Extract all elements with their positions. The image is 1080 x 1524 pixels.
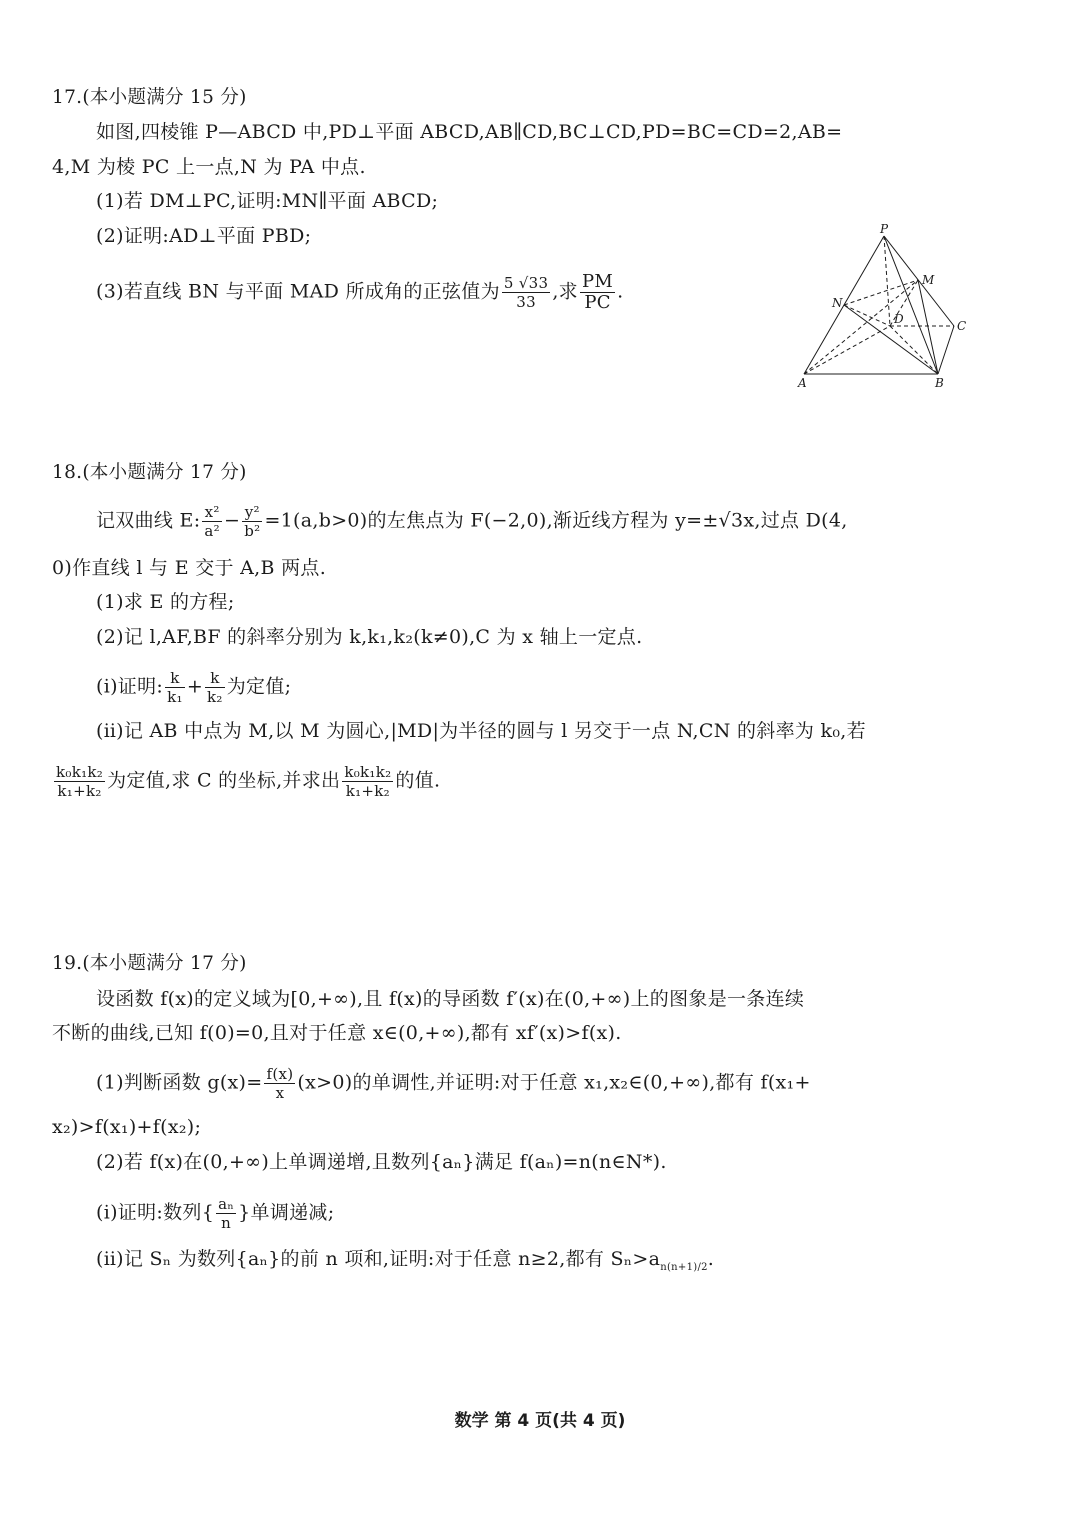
- q19-heading: 19.(本小题满分 17 分): [52, 953, 247, 974]
- q17-stem-line1: 如图,四棱锥 P—ABCD 中,PD⊥平面 ABCD,AB∥CD,BC⊥CD,PD=BC=CD=2,AB=: [96, 121, 843, 143]
- a2: a²: [204, 522, 220, 540]
- q19-stem-line1: 设函数 f(x)的定义域为[0,+∞),且 f(x)的导函数 f′(x)在(0,+∞)上的图象是一条连续: [96, 988, 805, 1010]
- q19-part1-suffix: (x>0)的单调性,并证明:对于任意 x₁,x₂∈(0,+∞),都有 f(x₁+: [297, 1071, 811, 1094]
- edge-ad: [804, 326, 890, 374]
- an-over-n: [216, 1195, 236, 1232]
- label-c: C: [957, 319, 967, 333]
- g-fraction: [264, 1065, 295, 1102]
- q17-stem-line2: 4,M 为棱 PC 上一点,N 为 PA 中点.: [52, 156, 366, 178]
- k-top-1: k: [165, 669, 185, 688]
- q19-part1: [96, 1065, 962, 1102]
- g-denominator: x: [275, 1084, 285, 1102]
- q18-sub1-suffix: 为定值;: [226, 675, 292, 698]
- k-over-k1: [165, 669, 185, 706]
- k-over-k2: [205, 669, 225, 706]
- q19-sub2-subscript: n(n+1)/2: [660, 1261, 708, 1273]
- segment-db: [890, 326, 938, 374]
- q17-part2: (2)证明:AD⊥平面 PBD;: [96, 225, 312, 247]
- sine-fraction: [502, 274, 550, 311]
- n-denominator: n: [221, 1214, 232, 1232]
- expr-fraction-1: [54, 763, 105, 800]
- segment-mb: [918, 280, 938, 374]
- q18-sub2-end: 的值.: [395, 769, 441, 792]
- segment-nm: [844, 280, 918, 305]
- segment-am: [804, 280, 918, 374]
- edge-pb: [884, 236, 938, 374]
- segment-nb: [844, 305, 938, 374]
- pyramid-figure: [790, 222, 975, 392]
- segment-nd: [844, 305, 890, 326]
- q19-sub1: [96, 1195, 962, 1232]
- expr-num-1: k₀k₁k₂: [56, 763, 104, 781]
- expr-den-2: k₁+k₂: [345, 782, 390, 800]
- q17-heading: 17.(本小题满分 15 分): [52, 87, 247, 108]
- label-d: D: [894, 312, 904, 326]
- ratio-numerator: PM: [581, 271, 614, 292]
- q18-line1-suffix: =1(a,b>0)的左焦点为 F(−2,0),渐近线方程为 y=±√3x,过点 D(4,: [264, 509, 848, 532]
- x2-over-a2: [202, 503, 222, 540]
- expr-fraction-2: [342, 763, 393, 800]
- minus-sign: −: [223, 509, 241, 532]
- label-a: A: [798, 376, 807, 390]
- q18-sub1: [96, 669, 962, 706]
- label-n: N: [832, 296, 843, 310]
- q18-heading: 18.(本小题满分 17 分): [52, 462, 247, 483]
- y2-over-b2: [242, 503, 262, 540]
- y2: y²: [242, 503, 262, 522]
- q19-stem-line2: 不断的曲线,已知 f(0)=0,且对于任意 x∈(0,+∞),都有 xf′(x)>f(x).: [52, 1022, 622, 1044]
- x2: x²: [202, 503, 222, 522]
- q19-sub2-prefix: (ⅱ)记 Sₙ 为数列{aₙ}的前 n 项和,证明:对于任意 n≥2,都有 Sₙ>a: [96, 1248, 661, 1270]
- q19-sub2: [96, 1244, 962, 1283]
- q19-sub1-prefix: (ⅰ)证明:数列{: [96, 1201, 215, 1224]
- sine-numerator: 5 √33: [503, 274, 549, 292]
- ratio-fraction: [580, 272, 615, 313]
- q18-sub1-prefix: (ⅰ)证明:: [96, 675, 164, 698]
- plus-sign: +: [186, 675, 204, 698]
- b2: b²: [244, 522, 261, 540]
- q18-part1: (1)求 E 的方程;: [96, 591, 235, 613]
- q17-part1: (1)若 DM⊥PC,证明:MN∥平面 ABCD;: [96, 190, 439, 212]
- q18-sub2-mid: 为定值,求 C 的坐标,并求出: [107, 769, 341, 792]
- q17-part3-mid: ,求: [552, 280, 578, 303]
- g-numerator: f(x): [266, 1065, 294, 1083]
- expr-num-2: k₀k₁k₂: [344, 763, 392, 781]
- q18-sub2-line1: (ⅱ)记 AB 中点为 M,以 M 为圆心,|MD|为半径的圆与 l 另交于一点 N,CN 的斜率为 k₀,若: [96, 720, 866, 742]
- sine-denominator: 33: [516, 293, 536, 311]
- edge-bc: [938, 326, 954, 374]
- ratio-denominator: PC: [584, 292, 611, 313]
- q17-part3-prefix: (3)若直线 BN 与平面 MAD 所成角的正弦值为: [96, 280, 500, 303]
- q19-part2: (2)若 f(x)在(0,+∞)上单调递增,且数列{aₙ}满足 f(aₙ)=n(n∈N*).: [96, 1151, 667, 1173]
- q17-part3-end: .: [617, 280, 624, 303]
- expr-den-1: k₁+k₂: [57, 782, 102, 800]
- q18-stem-line1: [96, 503, 962, 540]
- k1-bottom: k₁: [167, 688, 183, 706]
- label-m: M: [922, 273, 935, 287]
- q19-sub1-suffix: }单调递减;: [238, 1201, 335, 1224]
- q19-sub2-end: .: [707, 1248, 715, 1270]
- page-footer: 数学 第 4 页(共 4 页): [454, 1411, 626, 1431]
- an-numerator: aₙ: [218, 1195, 235, 1213]
- q18-part2: (2)记 l,AF,BF 的斜率分别为 k,k₁,k₂(k≠0),C 为 x 轴上一定点.: [96, 626, 643, 648]
- k2-bottom: k₂: [207, 688, 223, 706]
- q18-sub2-line2: [52, 763, 962, 800]
- k-top-2: k: [205, 669, 225, 688]
- q19-part1-prefix: (1)判断函数 g(x)=: [96, 1071, 263, 1094]
- label-b: B: [935, 376, 944, 390]
- q18-stem-line2: 0)作直线 l 与 E 交于 A,B 两点.: [52, 557, 327, 579]
- q19-part1-line2: x₂)>f(x₁)+f(x₂);: [52, 1116, 202, 1138]
- label-p: P: [880, 222, 889, 236]
- q18-line1-prefix: 记双曲线 E:: [96, 509, 201, 532]
